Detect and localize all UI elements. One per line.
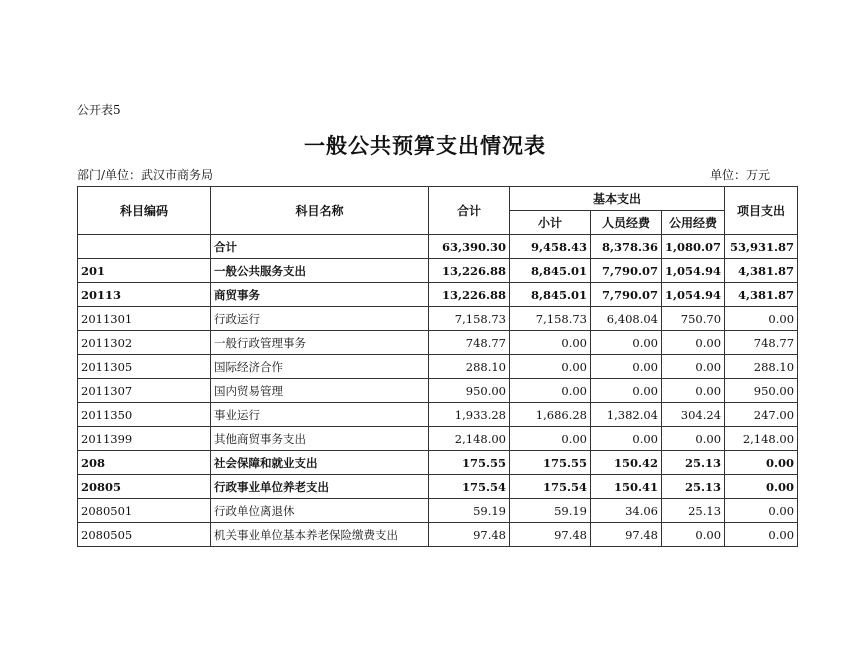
cell-code: 2011301 [78,307,211,331]
cell-personnel: 0.00 [591,331,662,355]
cell-subtotal: 0.00 [510,427,591,451]
table-row [78,499,798,523]
cell-project: 4,381.87 [725,259,798,283]
table-row [78,403,798,427]
table-row [78,475,798,499]
cell-subtotal: 1,686.28 [510,403,591,427]
cell-public: 0.00 [662,379,725,403]
cell-name: 行政事业单位养老支出 [211,475,429,499]
cell-code: 2011399 [78,427,211,451]
cell-project: 288.10 [725,355,798,379]
cell-project: 0.00 [725,523,798,547]
header-total: 合计 [429,187,510,235]
cell-public: 1,080.07 [662,235,725,259]
cell-name: 商贸事务 [211,283,429,307]
cell-public: 25.13 [662,499,725,523]
cell-subtotal: 8,845.01 [510,283,591,307]
cell-personnel: 34.06 [591,499,662,523]
cell-personnel: 7,790.07 [591,259,662,283]
page-title: 一般公共预算支出情况表 [304,133,546,158]
cell-total: 1,933.28 [429,403,510,427]
cell-subtotal: 9,458.43 [510,235,591,259]
cell-personnel: 6,408.04 [591,307,662,331]
cell-total: 2,148.00 [429,427,510,451]
cell-public: 0.00 [662,355,725,379]
cell-name: 国际经济合作 [211,355,429,379]
cell-total: 950.00 [429,379,510,403]
cell-subtotal: 59.19 [510,499,591,523]
cell-public: 0.00 [662,427,725,451]
cell-public: 1,054.94 [662,283,725,307]
cell-total: 7,158.73 [429,307,510,331]
header-project: 项目支出 [725,187,798,235]
header-code: 科目编码 [78,187,211,235]
table-row [78,355,798,379]
cell-code: 208 [78,451,211,475]
cell-code: 2011302 [78,331,211,355]
header-subtotal: 小计 [510,211,591,235]
unit-label: 单位：万元 [709,168,770,182]
cell-name: 机关事业单位基本养老保险缴费支出 [211,523,429,547]
cell-public: 25.13 [662,475,725,499]
cell-personnel: 0.00 [591,379,662,403]
cell-subtotal: 97.48 [510,523,591,547]
cell-public: 0.00 [662,523,725,547]
cell-name: 一般行政管理事务 [211,331,429,355]
cell-project: 2,148.00 [725,427,798,451]
cell-total: 59.19 [429,499,510,523]
cell-public: 750.70 [662,307,725,331]
header-personnel: 人员经费 [591,211,662,235]
table-body [78,235,798,547]
cell-public: 304.24 [662,403,725,427]
cell-code: 20805 [78,475,211,499]
cell-subtotal: 0.00 [510,379,591,403]
cell-name: 其他商贸事务支出 [211,427,429,451]
cell-project: 0.00 [725,499,798,523]
table-row [78,523,798,547]
table-row [78,379,798,403]
table-row [78,259,798,283]
cell-project: 748.77 [725,331,798,355]
header-name: 科目名称 [211,187,429,235]
header-basic: 基本支出 [510,187,725,211]
table-row [78,307,798,331]
cell-code: 2080505 [78,523,211,547]
cell-code: 20113 [78,283,211,307]
cell-subtotal: 0.00 [510,355,591,379]
cell-total: 13,226.88 [429,259,510,283]
cell-code: 2011305 [78,355,211,379]
cell-project: 0.00 [725,451,798,475]
cell-total: 13,226.88 [429,283,510,307]
cell-public: 25.13 [662,451,725,475]
cell-public: 1,054.94 [662,259,725,283]
cell-name: 国内贸易管理 [211,379,429,403]
cell-subtotal: 8,845.01 [510,259,591,283]
cell-total: 175.54 [429,475,510,499]
cell-subtotal: 175.55 [510,451,591,475]
cell-name: 合计 [211,235,429,259]
cell-project: 950.00 [725,379,798,403]
table-row [78,451,798,475]
cell-personnel: 0.00 [591,427,662,451]
cell-personnel: 150.42 [591,451,662,475]
cell-personnel: 150.41 [591,475,662,499]
cell-name: 一般公共服务支出 [211,259,429,283]
header-public: 公用经费 [662,211,725,235]
cell-subtotal: 7,158.73 [510,307,591,331]
cell-name: 社会保障和就业支出 [211,451,429,475]
cell-name: 行政运行 [211,307,429,331]
cell-code [78,235,211,259]
cell-project: 247.00 [725,403,798,427]
cell-project: 4,381.87 [725,283,798,307]
cell-code: 2011350 [78,403,211,427]
cell-personnel: 8,378.36 [591,235,662,259]
cell-personnel: 97.48 [591,523,662,547]
cell-subtotal: 0.00 [510,331,591,355]
table-reference: 公开表5 [77,103,121,117]
cell-name: 事业运行 [211,403,429,427]
cell-code: 2011307 [78,379,211,403]
cell-total: 175.55 [429,451,510,475]
table-row [78,331,798,355]
cell-total: 288.10 [429,355,510,379]
cell-code: 2080501 [78,499,211,523]
cell-code: 201 [78,259,211,283]
cell-total: 63,390.30 [429,235,510,259]
table-row [78,283,798,307]
table-row [78,427,798,451]
cell-project: 0.00 [725,307,798,331]
cell-subtotal: 175.54 [510,475,591,499]
cell-personnel: 0.00 [591,355,662,379]
department-label: 部门/单位：武汉市商务局 [77,168,214,182]
cell-personnel: 1,382.04 [591,403,662,427]
cell-project: 0.00 [725,475,798,499]
cell-project: 53,931.87 [725,235,798,259]
cell-total: 748.77 [429,331,510,355]
cell-total: 97.48 [429,523,510,547]
cell-personnel: 7,790.07 [591,283,662,307]
budget-table [77,186,798,547]
table-row [78,235,798,259]
cell-name: 行政单位离退休 [211,499,429,523]
cell-public: 0.00 [662,331,725,355]
